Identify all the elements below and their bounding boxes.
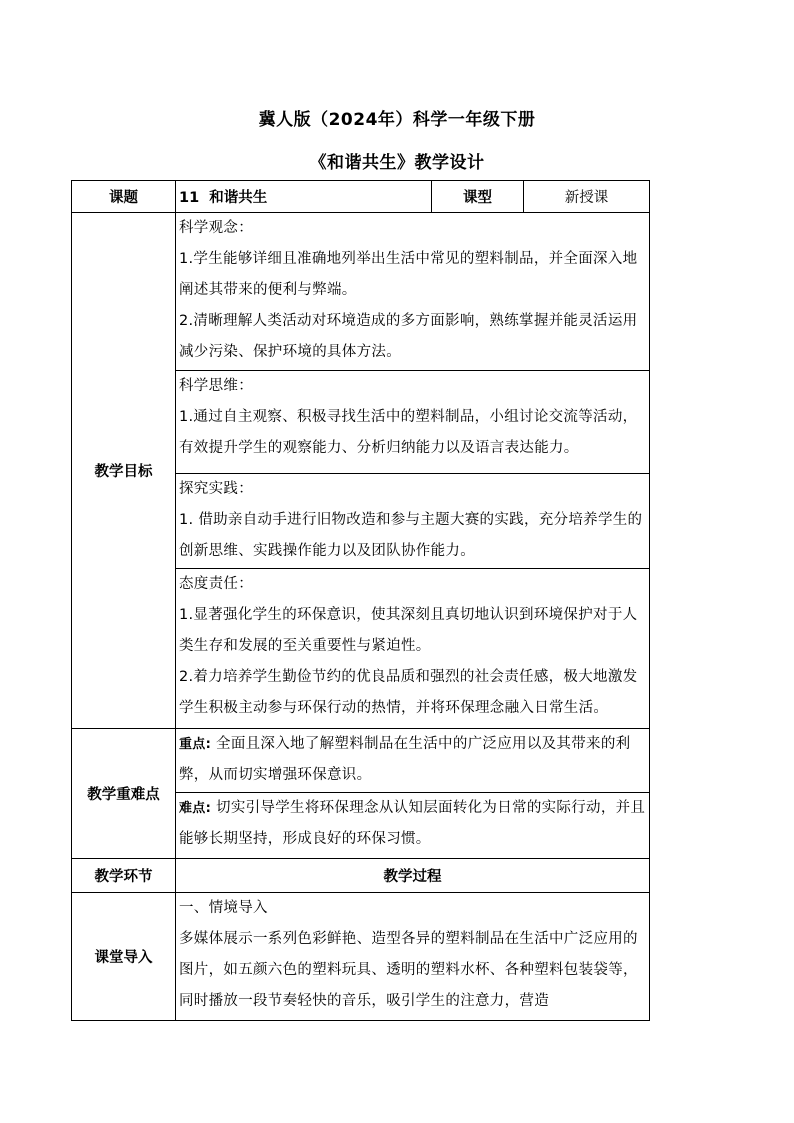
- concept-item-1: 1.学生能够详细且准确地列举出生活中常见的塑料制品，并全面深入地阐述其带来的便利与弊端。: [179, 251, 638, 298]
- stage-column-label: 教学环节: [72, 859, 176, 893]
- practice-cell: [176, 474, 650, 569]
- intro-cell: [176, 893, 650, 1021]
- type-label: 课型: [432, 181, 524, 213]
- focus-label: 重点:: [179, 737, 212, 752]
- document-title: 冀人版（2024年）科学一年级下册: [258, 110, 536, 130]
- thinking-cell: [176, 371, 650, 474]
- attitude-item-2: 2.着力培养学生勤俭节约的优良品质和强烈的社会责任感，极大地激发学生积极主动参与环保行动的热情，并将环保理念融入日常生活。: [179, 669, 638, 716]
- intro-text: 多媒体展示一系列色彩鲜艳、造型各异的塑料制品在生活中广泛应用的图片，如五颜六色的塑料玩具、透明的塑料水杯、各种塑料包装袋等，同时播放一段节奏轻快的音乐，吸引学生的注意力，营造: [179, 931, 638, 1009]
- objectives-label: 教学目标: [72, 213, 176, 729]
- topic-label: 课题: [72, 181, 176, 213]
- thinking-item-1: 1.通过自主观察、积极寻找生活中的塑料制品，小组讨论交流等活动，有效提升学生的观察能力、分析归纳能力以及语言表达能力。: [179, 409, 638, 456]
- focus-text: 全面且深入地了解塑料制品在生活中的广泛应用以及其带来的利弊，从而切实增强环保意识。: [179, 736, 631, 783]
- type-value: 新授课: [524, 181, 650, 213]
- objectives-concept-row: [72, 213, 650, 371]
- concept-item-2: 2.清晰理解人类活动对环境造成的多方面影响，熟练掌握并能灵活运用减少污染、保护环境的具体方法。: [179, 313, 638, 360]
- info-row: [72, 181, 650, 213]
- intro-heading: 一、情境导入: [179, 900, 268, 916]
- key-points-label: 教学重难点: [72, 729, 176, 859]
- attitude-item-1: 1.显著强化学生的环保意识，使其深刻且真切地认识到环境保护对于人类生存和发展的至关重要性与紧迫性。: [179, 607, 638, 654]
- topic-value: 11 和谐共生: [176, 181, 432, 213]
- difficulty-label: 难点:: [179, 801, 212, 816]
- practice-item-1: 1. 借助亲自动手进行旧物改造和参与主题大赛的实践，充分培养学生的创新思维、实践操作能力以及团队协作能力。: [179, 512, 643, 559]
- attitude-cell: [176, 569, 650, 729]
- practice-heading: 探究实践：: [179, 481, 253, 497]
- focus-cell: [176, 729, 650, 793]
- concept-cell: [176, 213, 650, 371]
- lesson-plan-table: [71, 180, 650, 1021]
- thinking-heading: 科学思维：: [179, 378, 253, 394]
- concept-heading: 科学观念：: [179, 220, 253, 236]
- intro-label: 课堂导入: [72, 893, 176, 1021]
- document-subtitle: 《和谐共生》教学设计: [309, 153, 485, 173]
- key-focus-row: [72, 729, 650, 793]
- intro-row: [72, 893, 650, 1021]
- process-header-row: [72, 859, 650, 893]
- difficulty-cell: [176, 793, 650, 859]
- process-column-label: 教学过程: [176, 859, 650, 893]
- attitude-heading: 态度责任：: [179, 576, 253, 592]
- difficulty-text: 切实引导学生将环保理念从认知层面转化为日常的实际行动，并且能够长期坚持，形成良好的环保习惯。: [179, 800, 646, 847]
